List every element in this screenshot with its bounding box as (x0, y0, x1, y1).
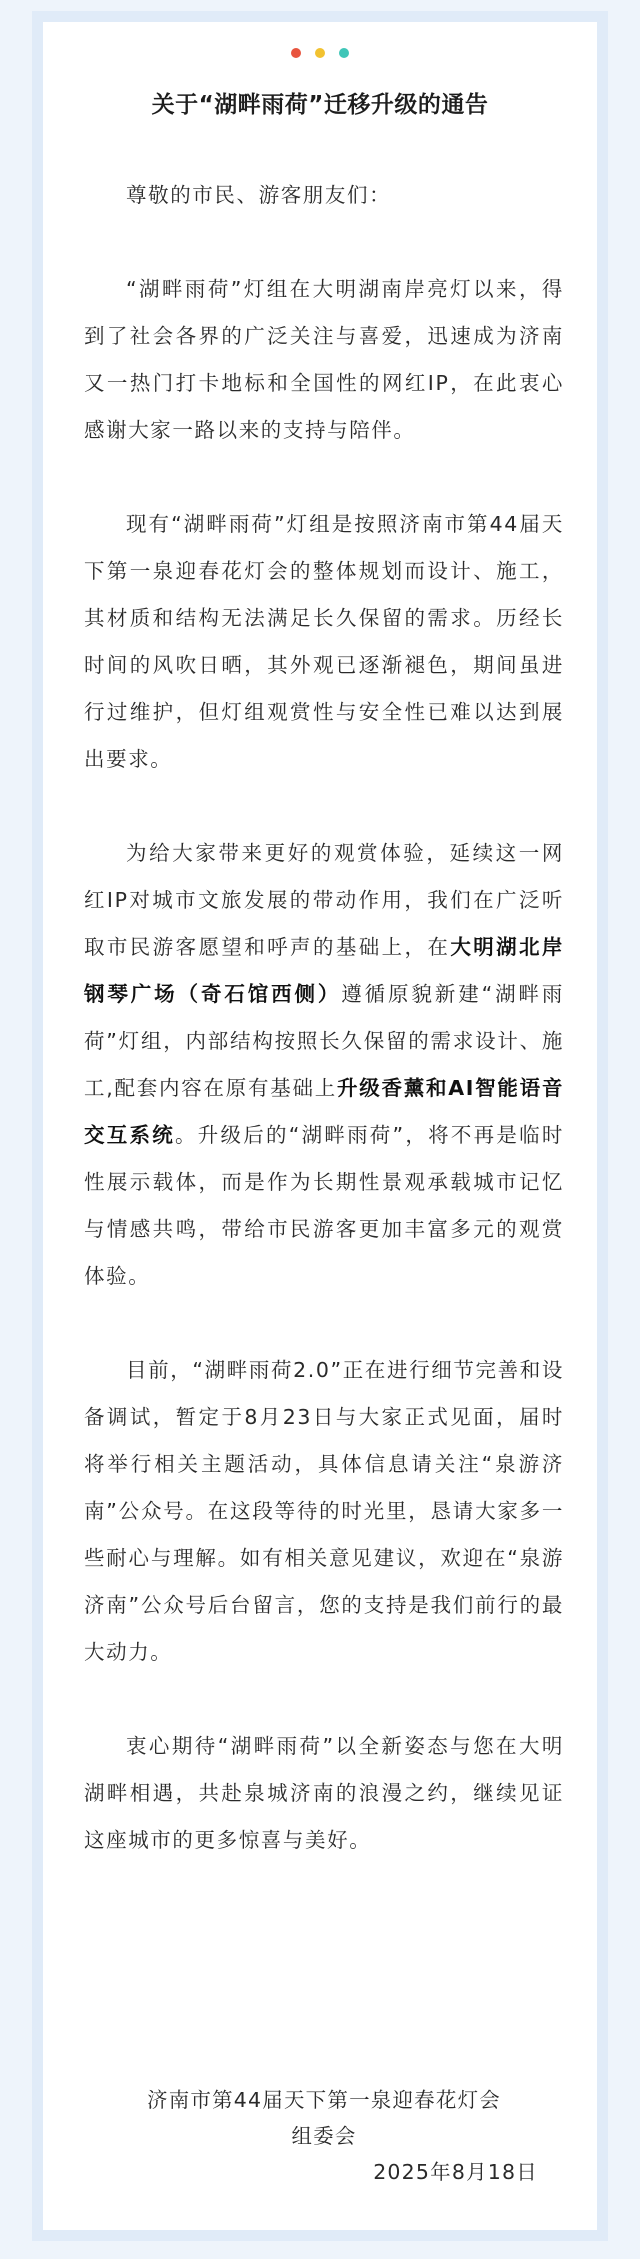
paragraph-4: 目前，“湖畔雨荷2.0”正在进行细节完善和设备调试，暂定于8月23日与大家正式见面，届时将举行相关主题活动，具体信息请关注“泉游济南”公众号。在这段等待的时光里，恳请大家多一些耐心与理解。如有相关意见建议，欢迎在“泉游济南”公众号后台留言，您的支持是我们前行的最大动力。 (84, 1358, 564, 1664)
paragraph-1: “湖畔雨荷”灯组在大明湖南岸亮灯以来，得到了社会各界的广泛关注与喜爱，迅速成为济南又一热门打卡地标和全国性的网红IP，在此衷心感谢大家一路以来的支持与陪伴。 (84, 277, 564, 442)
red-dot-icon (291, 48, 301, 58)
teal-dot-icon (339, 48, 349, 58)
signature-organization: 济南市第44届天下第一泉迎春花灯会 (147, 2088, 501, 2112)
upgrade-highlight: 升级香薰和AI智能语音交互系统 (84, 1076, 565, 1147)
paragraph-3-part-3: 。升级后的“湖畔雨荷”，将不再是临时性展示载体，而是作为长期性景观承载城市记忆与情感共鸣，带给市民游客更加丰富多元的观赏体验。 (84, 1123, 564, 1288)
signature-block (84, 2082, 564, 2190)
decorative-dots (43, 48, 597, 58)
notice-body (84, 172, 564, 1864)
signature-committee: 组委会 (291, 2124, 357, 2148)
signature-date: 2025年8月18日 (373, 2160, 538, 2184)
greeting: 尊敬的市民、游客朋友们： (126, 183, 392, 207)
paragraph-5: 衷心期待“湖畔雨荷”以全新姿态与您在大明湖畔相遇，共赴泉城济南的浪漫之约，继续见证这座城市的更多惊喜与美好。 (84, 1734, 564, 1852)
paragraph-3-part-1: 为给大家带来更好的观赏体验，延续这一网红IP对城市文旅发展的带动作用，我们在广泛听取市民游客愿望和呼声的基础上，在 (84, 841, 564, 959)
paragraph-3 (84, 830, 564, 1300)
location-highlight: 大明湖北岸钢琴广场（奇石馆西侧） (84, 935, 564, 1006)
paragraph-2: 现有“湖畔雨荷”灯组是按照济南市第44届天下第一泉迎春花灯会的整体规划而设计、施工，其材质和结构无法满足长久保留的需求。历经长时间的风吹日晒，其外观已逐渐褪色，期间虽进行过维护，但灯组观赏性与安全性已难以达到展出要求。 (84, 512, 564, 771)
yellow-dot-icon (315, 48, 325, 58)
paragraph-3-part-2: 遵循原貌新建“湖畔雨荷”灯组，内部结构按照长久保留的需求设计、施工,配套内容在原有基础上 (84, 982, 564, 1100)
notice-title: 关于“湖畔雨荷”迁移升级的通告 (151, 92, 489, 118)
